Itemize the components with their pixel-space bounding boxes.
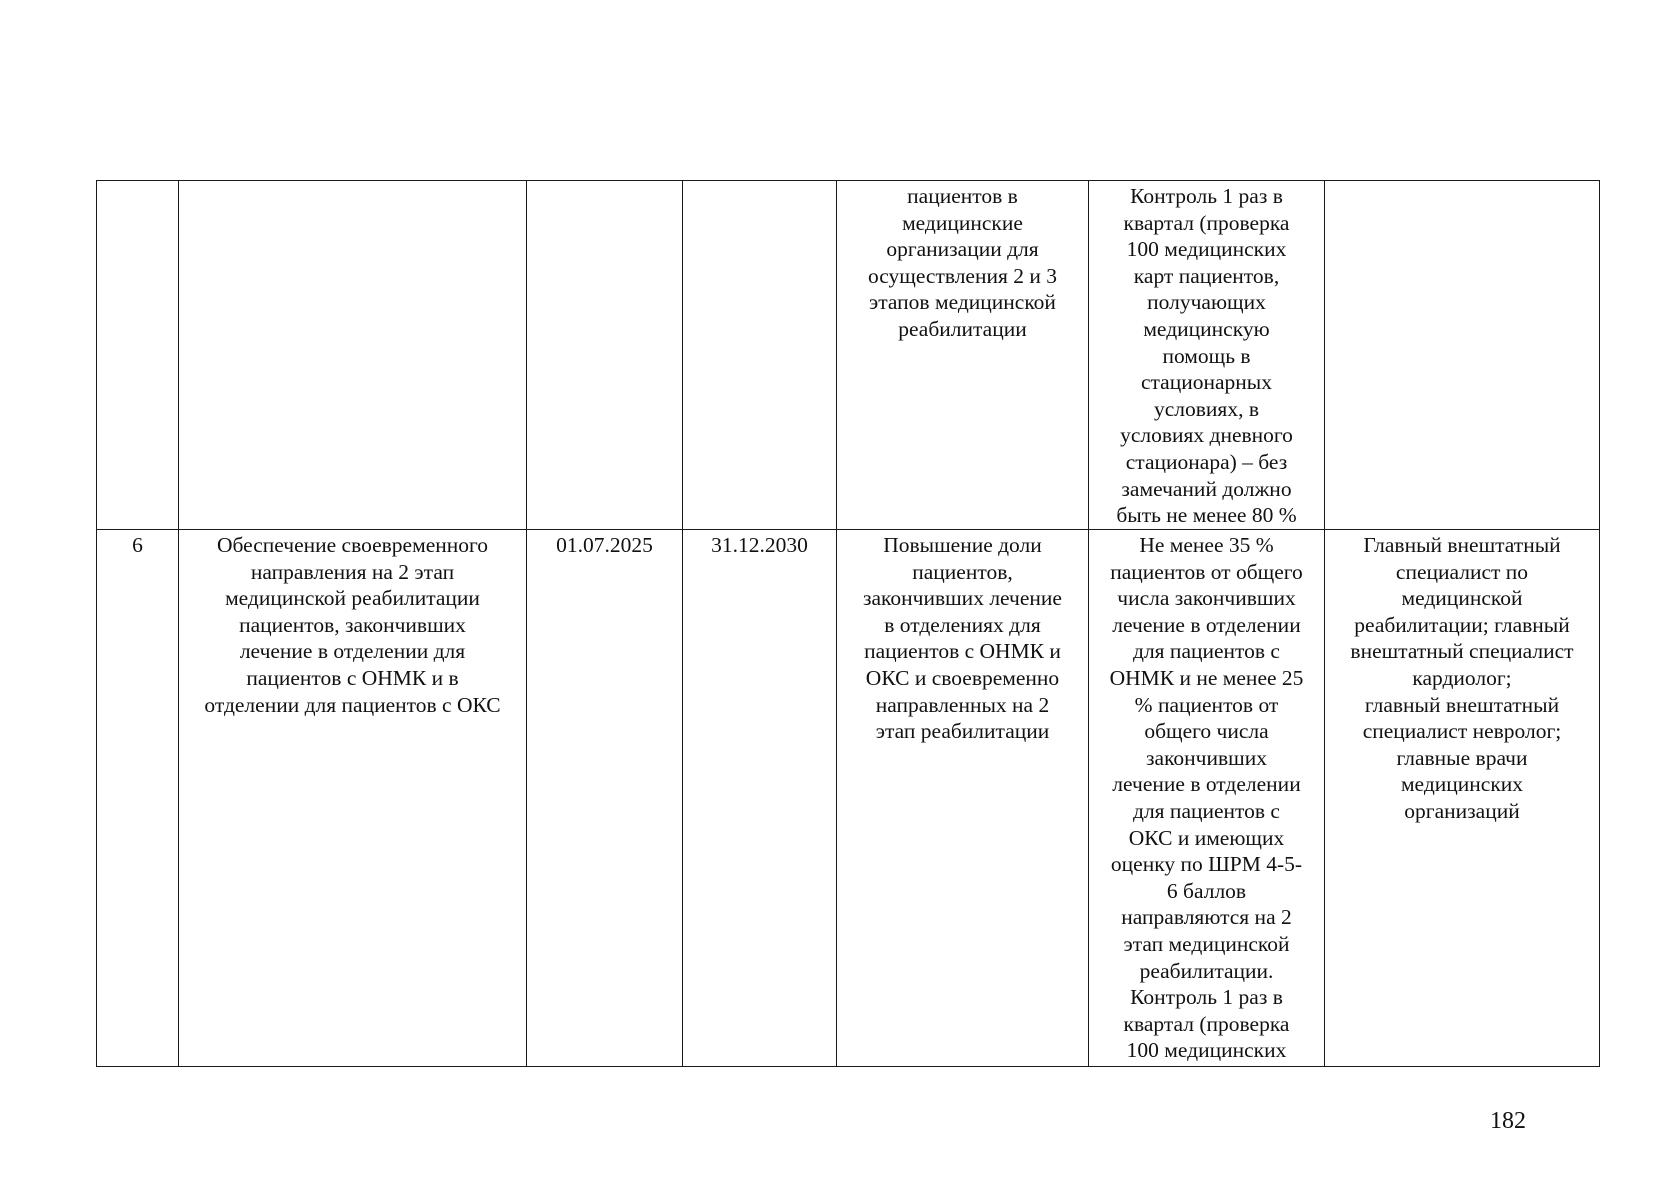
number-cell	[97, 181, 179, 530]
table-row	[97, 181, 1600, 530]
indicator-cell: Не менее 35 % пациентов от общего числа закончивших лечение в отделении для пациентов с ОНМК и не менее 25 % пациентов от общего числа закончивших лечение в отделении для пациентов с ОКС и имеющих оценку по ШРМ 4-5- 6 баллов направляются на 2 этап медицинской реабилитации. Контроль 1 раз в квартал (проверка 100 медицинских	[1089, 530, 1325, 1067]
indicator-cell: Контроль 1 раз в квартал (проверка 100 медицинских карт пациентов, получающих медицинскую помощь в стационарных условиях, в условиях дневного стационара) – без замечаний должно быть не менее 80 %	[1089, 181, 1325, 530]
result-cell: пациентов в медицинские организации для осуществления 2 и 3 этапов медицинской реабилитации	[837, 181, 1089, 530]
number-cell: 6	[97, 530, 179, 1067]
end-date-cell	[683, 181, 837, 530]
responsible-cell	[1325, 181, 1600, 530]
result-cell: Повышение доли пациентов, закончивших лечение в отделениях для пациентов с ОНМК и ОКС и своевременно направленных на 2 этап реабилитации	[837, 530, 1089, 1067]
responsible-cell: Главный внештатный специалист по медицинской реабилитации; главный внештатный специалист кардиолог; главный внештатный специалист невролог; главные врачи медицинских организаций	[1325, 530, 1600, 1067]
page-number: 182	[1490, 1108, 1526, 1134]
measures-table	[96, 180, 1600, 1067]
start-date-cell: 01.07.2025	[527, 530, 683, 1067]
table-row	[97, 530, 1600, 1067]
end-date-cell: 31.12.2030	[683, 530, 837, 1067]
measure-cell: Обеспечение своевременного направления на 2 этап медицинской реабилитации пациентов, закончивших лечение в отделении для пациентов с ОНМК и в отделении для пациентов с ОКС	[179, 530, 527, 1067]
measure-cell	[179, 181, 527, 530]
start-date-cell	[527, 181, 683, 530]
